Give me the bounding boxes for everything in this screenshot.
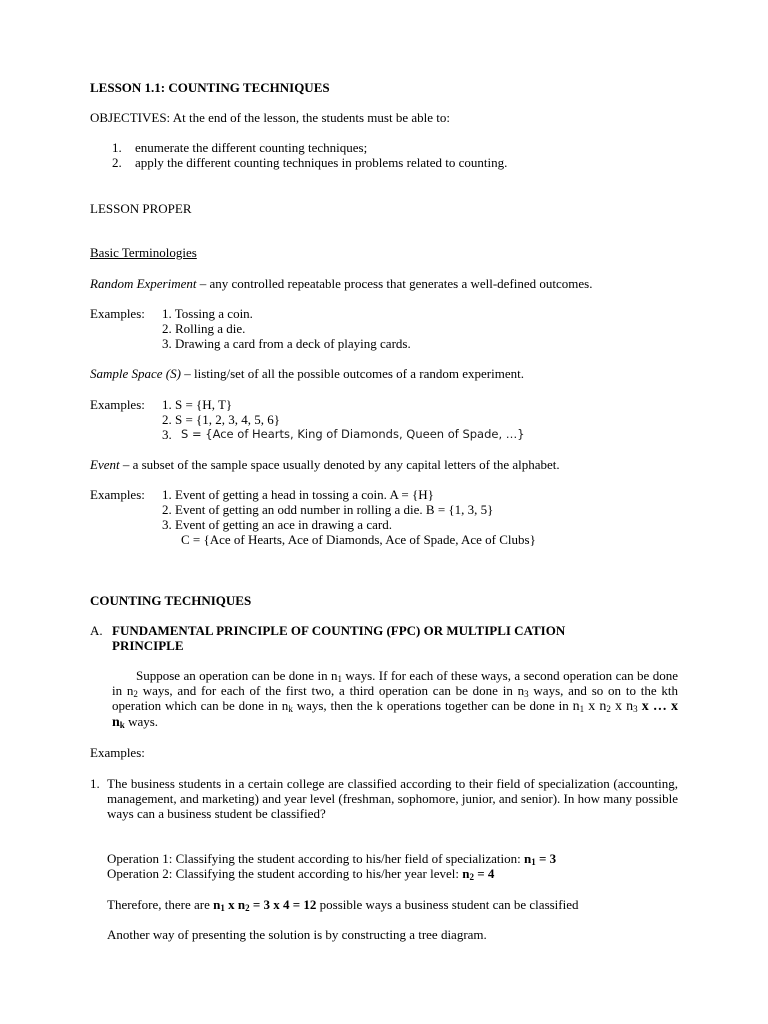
term: Random Experiment [90,276,197,291]
tree-diagram-note: Another way of presenting the solution is by constructing a tree diagram. [107,927,487,942]
operation-1: Operation 1: Classifying the student according to his/her field of specialization: $n_1 = 3$ [107,851,557,867]
example-item: 1. Tossing a coin. [162,306,253,321]
therefore-statement: Therefore, there are $n_1$ x $n_2 = 3$ x 4 = 12 possible ways a business student can be classified [107,897,579,913]
example-item: 2. S = {1, 2, 3, 4, 5, 6} [162,412,281,427]
fpc-paragraph: Suppose an operation can be done in $n_1$ ways. If for each of these ways, a second operation can be done in $n_2$ ways, and for each of the first two, a third operation can be done in $n_3$ ways, and so on to the kth operation which can be done in $n_k$ ways, then the k operations together can be done in $n_1$ x $n_2$ x $n_3$ x … x $n_k$ ways. [112,668,679,730]
example-item: 1. S = {H, T} [162,397,233,412]
term: Sample Space (S) [90,366,181,381]
basic-terminologies-heading: Basic Terminologies [90,245,197,260]
example-item: 3. Drawing a card from a deck of playing cards. [162,336,411,351]
event-definition [90,457,560,472]
objective-item: enumerate the different counting techniques; [135,140,368,155]
fpc-title: FUNDAMENTAL PRINCIPLE OF COUNTING (FPC) OR MULTIPLI CATION [112,623,566,638]
counting-techniques-heading: COUNTING TECHNIQUES [90,593,252,608]
example-number: 1. [90,776,100,791]
example-item: 2. Rolling a die. [162,321,246,336]
example-item: 1. Event of getting a head in tossing a coin. A = {H} [162,487,434,502]
fpc-title: PRINCIPLE [112,638,184,653]
example-problem: The business students in a certain college are classified according to their field of specialization (accounting, management, and marketing) and year level (freshman, sophomore, junior, and senior). In how many possible ways can a business student be classified? [107,776,678,821]
definition: – listing/set of all the possible outcomes of a random experiment. [180,366,524,381]
objective-number: 2. [112,155,122,170]
example-item: 3. Event of getting an ace in drawing a card. [162,517,392,532]
sample-space-definition [90,366,524,381]
lesson-title: LESSON 1.1: COUNTING TECHNIQUES [90,80,330,95]
examples-label: Examples: [90,397,145,412]
operation-2: Operation 2: Classifying the student according to his/her year level: $n_2 = 4$ [107,866,495,882]
example-item-number: 3. [162,427,172,442]
examples-heading: Examples: [90,745,145,760]
example-item: 2. Event of getting an odd number in rolling a die. B = {1, 3, 5} [162,502,494,517]
lesson-proper-heading: LESSON PROPER [90,201,192,216]
examples-label: Examples: [90,306,145,321]
objectives-intro: OBJECTIVES: At the end of the lesson, the students must be able to: [90,110,450,125]
random-experiment-definition [90,276,593,291]
term: Event [90,457,120,472]
section-letter: A. [90,623,103,638]
examples-label: Examples: [90,487,145,502]
objective-item: apply the different counting techniques in problems related to counting. [135,155,508,170]
example-set: C = {Ace of Hearts, Ace of Diamonds, Ace of Spade, Ace of Clubs} [181,532,536,547]
fpc-formula: $n_1$ x $n_2$ x $n_3$ x … x $n_k$ [112,699,679,730]
objective-number: 1. [112,140,122,155]
definition: – any controlled repeatable process that generates a well-defined outcomes. [196,276,593,291]
definition: – a subset of the sample space usually denoted by any capital letters of the alphabet. [119,457,560,472]
example-item: S = {Ace of Hearts, King of Diamonds, Queen of Spade, …} [181,427,525,441]
